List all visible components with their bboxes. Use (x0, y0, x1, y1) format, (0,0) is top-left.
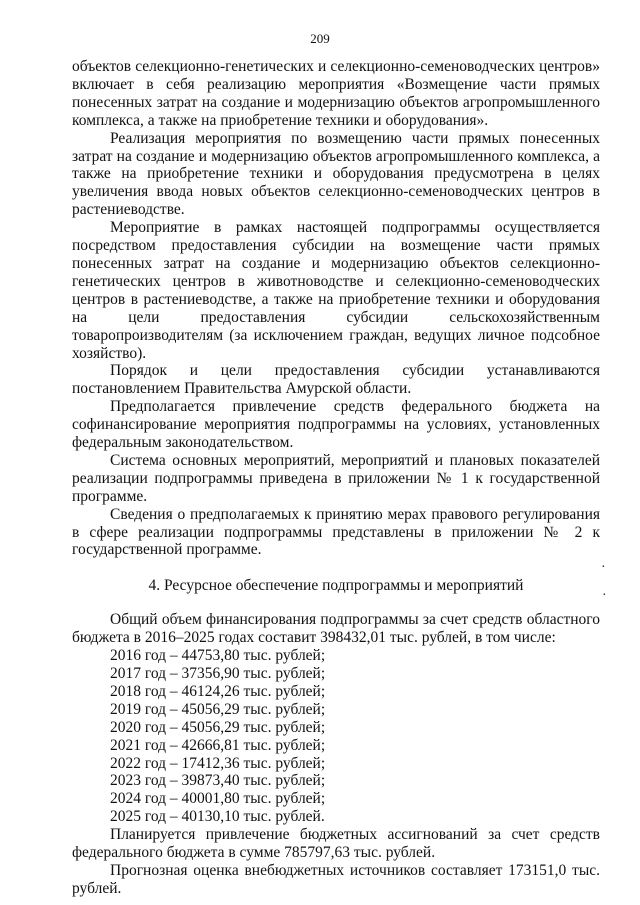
year-item: 2023 год – 39873,40 тыс. рублей; (110, 772, 326, 790)
page-body (72, 58, 600, 898)
yearly-funding-list (72, 647, 600, 826)
extra-budget-paragraph: Прогнозная оценка внебюджетных источников составляет 173151,0 тыс. рублей. (72, 861, 600, 897)
paragraph-5: Предполагается привлечение средств федерального бюджета на софинансирование мероприятия подпрограммы на условиях, установленных федеральным законодательством. (72, 398, 600, 452)
year-item: 2020 год – 45056,29 тыс. рублей; (110, 718, 326, 736)
year-item: 2017 год – 37356,90 тыс. рублей; (110, 665, 326, 682)
year-item: 2025 год – 40130,10 тыс. рублей. (110, 808, 325, 826)
paragraph-3: Мероприятие в рамках настоящей подпрограммы осуществляется посредством предоставления субсидии на возмещение части прямых понесенных затрат на создание и модернизацию объектов селекционно-генетических центров в животноводстве и селекционно-семеноводческих центров в растениеводстве, а также на приобретение техники и оборудования на цели предоставления субсидии сельскохозяйственным товаропроизводителям (за исключением граждан, ведущих личное подсобное хозяйство). (72, 219, 600, 362)
page-number: 209 (310, 31, 330, 46)
paragraph-6: Система основных мероприятий, мероприятий и плановых показателей реализации подпрограммы приведена в приложении № 1 к государственной программе. (72, 451, 600, 505)
year-item: 2018 год – 46124,26 тыс. рублей; (110, 682, 326, 700)
paragraph-7: Сведения о предполагаемых к принятию мерах правового регулирования в сфере реализации подпрограммы представлены в приложении № 2 к государственной программе. (72, 505, 600, 559)
year-item: 2021 год – 42666,81 тыс. рублей; (110, 736, 326, 754)
paragraph-2: Реализация мероприятия по возмещению части прямых понесенных затрат на создание и модернизацию объектов агропромышленного комплекса, а также на приобретение техники и оборудования предусмотрена в целях увеличения ввода новых объектов селекционно-семеноводческих центров в растениеводстве. (72, 129, 600, 219)
funding-intro: Общий объем финансирования подпрограммы за счет средств областного бюджета в 2016–2025 годах составит 398432,01 тыс. рублей, в том числе: (72, 611, 600, 647)
paragraph-1: объектов селекционно-генетических и селекционно-семеноводческих центров» включает в себя реализацию мероприятия «Возмещение части прямых понесенных затрат на создание и модернизацию объектов агропромышленного комплекса, а также на приобретение техники и оборудования». (72, 58, 600, 129)
scan-mark: · (601, 560, 606, 575)
year-item: 2016 год – 44753,80 тыс. рублей; (110, 647, 326, 665)
paragraph-4: Порядок и цели предоставления субсидии устанавливаются постановлением Правительства Амурской области. (72, 362, 600, 398)
year-item: 2024 год – 40001,80 тыс. рублей; (110, 790, 326, 808)
section-heading: 4. Ресурсное обеспечение подпрограммы и мероприятий (148, 577, 524, 595)
year-item: 2019 год – 45056,29 тыс. рублей; (110, 700, 326, 718)
year-item: 2022 год – 17412,36 тыс. рублей; (110, 754, 326, 772)
federal-funding-paragraph: Планируется привлечение бюджетных ассигнований за счет средств федерального бюджета в сумме 785797,63 тыс. рублей. (72, 826, 600, 862)
scan-mark: · (602, 588, 607, 603)
